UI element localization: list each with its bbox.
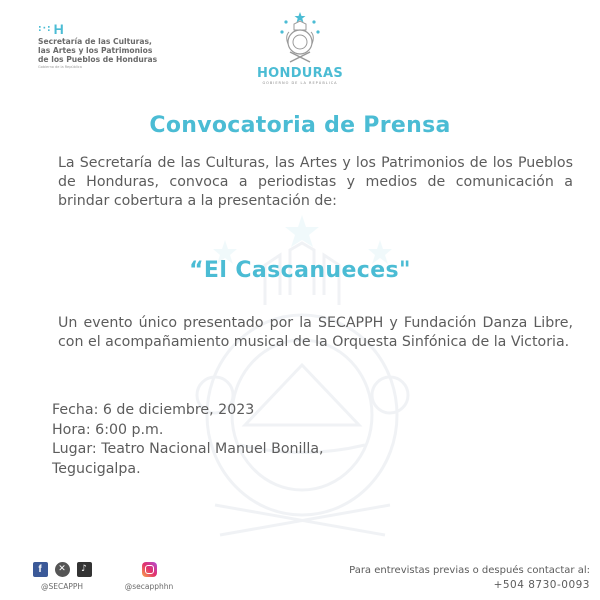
social-group-instagram <box>104 561 194 591</box>
tiktok-icon[interactable]: ♪ <box>77 562 92 577</box>
contact-phone[interactable]: +504 8730-0093 <box>493 579 590 591</box>
event-city: Tegucigalpa. <box>52 460 141 477</box>
honduras-wordmark: HONDURAS <box>257 66 343 81</box>
secretaria-name <box>38 37 218 64</box>
honduras-logo <box>250 10 350 85</box>
event-time: Hora: 6:00 p.m. <box>52 421 164 438</box>
social-links <box>26 561 194 591</box>
event-location: Lugar: Teatro Nacional Manuel Bonilla, <box>52 441 324 457</box>
secretaria-subtitle: Gobierno de la República <box>38 65 82 69</box>
x-icon[interactable]: ✕ <box>55 562 70 577</box>
social-handle-secapph: @SECAPPH <box>40 582 84 591</box>
event-description: Un evento único presentado por la SECAPPH y Fundación Danza Libre, con el acompañamiento musical de la Orquesta Sinfónica de la Victoria. <box>58 315 573 350</box>
contact-info <box>349 563 590 593</box>
social-handle-instagram: @secapphhn <box>124 582 174 591</box>
contact-label: Para entrevistas previas o después contactar al: <box>349 565 590 576</box>
secretaria-h-mark: H <box>53 21 64 37</box>
honduras-subtitle: GOBIERNO DE LA REPÚBLICA <box>262 81 338 85</box>
secretaria-mark <box>38 22 218 36</box>
intro-paragraph: La Secretaría de las Culturas, las Artes y los Patrimonios de los Pueblos de Honduras, convoca a periodistas y medios de comunicación a brindar cobertura a la presentación de: <box>58 155 573 209</box>
coat-of-arms-icon <box>275 10 325 65</box>
secretaria-name-line-3: de los Pueblos de Honduras <box>38 55 158 64</box>
dots-icon: :·: <box>38 23 52 34</box>
instagram-icon[interactable] <box>142 562 157 577</box>
event-name: “El Cascanueces" <box>189 258 411 283</box>
event-details <box>52 401 324 479</box>
secretaria-name-line-1: Secretaría de las Culturas, <box>38 37 152 46</box>
facebook-icon[interactable]: f <box>33 562 48 577</box>
coat-of-arms-watermark <box>185 195 420 545</box>
secretaria-logo <box>38 22 218 69</box>
secretaria-name-line-2: las Artes y los Patrimonios <box>38 46 153 55</box>
event-date: Fecha: 6 de diciembre, 2023 <box>52 402 255 418</box>
social-group-secapph <box>26 561 98 591</box>
page-title: Convocatoria de Prensa <box>149 113 451 138</box>
